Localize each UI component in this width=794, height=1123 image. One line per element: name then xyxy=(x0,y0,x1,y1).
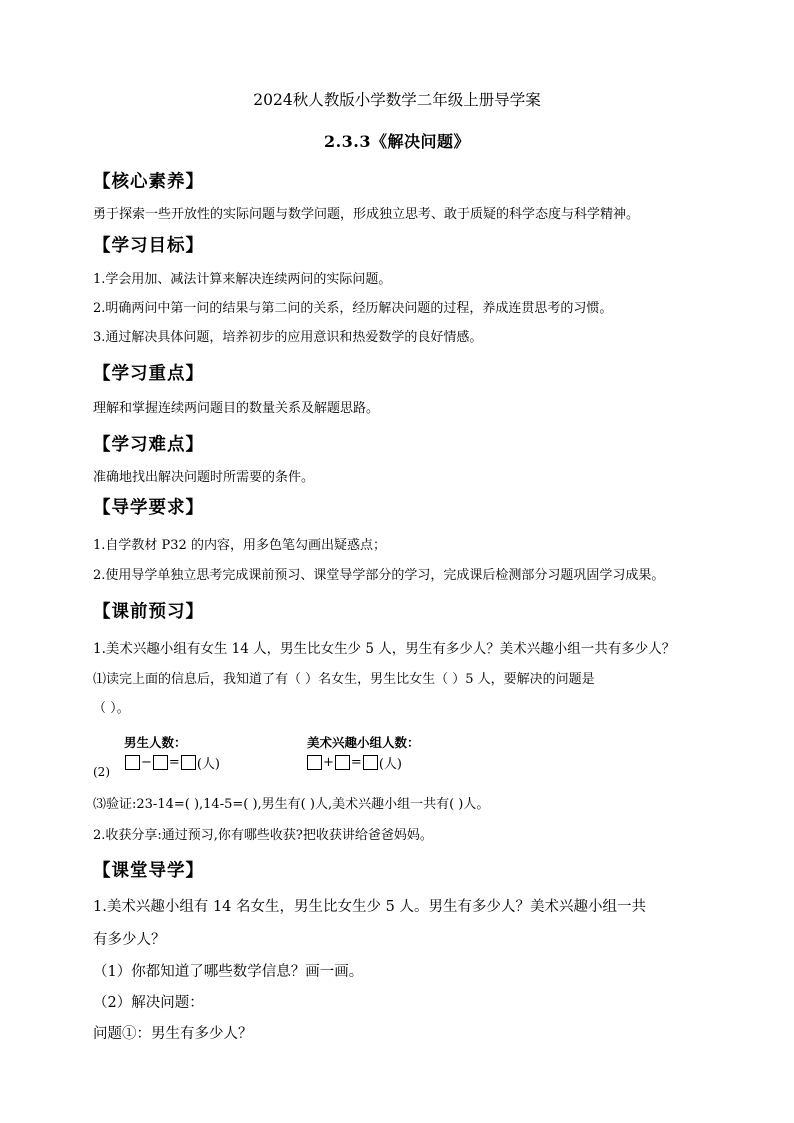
classroom-question-1-continued: 有多少人？ xyxy=(93,932,166,948)
boys-equation xyxy=(125,753,221,772)
requirement-item: 1.自学教材 P32 的内容，用多色笔勾画出疑惑点； xyxy=(93,538,386,553)
equals-sign: = xyxy=(168,755,180,770)
answer-box[interactable] xyxy=(307,755,322,770)
answer-box[interactable] xyxy=(153,755,168,770)
difficulty-heading: 【学习难点】 xyxy=(93,435,204,455)
core-literacy-text: 勇于探索一些开放性的实际问题与数学问题，形成独立思考、敢于质疑的科学态度与科学精神。 xyxy=(93,207,640,222)
preview-heading: 【课前预习】 xyxy=(93,602,204,622)
answer-box[interactable] xyxy=(363,755,378,770)
learning-goal-item: 3.通过解决具体问题，培养初步的应用意识和热爱数学的良好情感。 xyxy=(93,330,483,345)
core-literacy-heading: 【核心素养】 xyxy=(93,172,204,192)
answer-box[interactable] xyxy=(335,755,350,770)
preview-question-1: 1.美术兴趣小组有女生 14 人，男生比女生少 5 人，男生有多少人？美术兴趣小组一共有多少人？ xyxy=(93,641,676,657)
answer-box[interactable] xyxy=(181,755,196,770)
answer-box[interactable] xyxy=(125,755,140,770)
difficulty-text: 准确地找出解决问题时所需要的条件。 xyxy=(93,470,315,485)
preview-question-1-part-2-number: (2) xyxy=(93,765,110,779)
document-title: 2024秋人教版小学数学二年级上册导学案 xyxy=(253,91,541,109)
preview-question-1-part-1: ⑴读完上面的信息后，我知道了有（ ）名女生，男生比女生（ ）5 人，要解决的问题是 xyxy=(93,672,595,687)
boys-count-label: 男生人数： xyxy=(124,735,187,750)
unit-label: (人) xyxy=(378,757,402,772)
unit-label: (人) xyxy=(196,757,220,772)
minus-sign: − xyxy=(141,755,152,770)
learning-goal-item: 2.明确两问中第一问的结果与第二问的关系，经历解决问题的过程，养成连贯思考的习惯。 xyxy=(93,301,613,316)
classroom-problem-1: 问题①：男生有多少人？ xyxy=(93,1026,253,1042)
document-subtitle: 2.3.3《解决问题》 xyxy=(323,132,471,151)
plus-sign: + xyxy=(323,755,334,770)
key-points-heading: 【学习重点】 xyxy=(93,364,204,384)
learning-goal-item: 1.学会用加、减法计算来解决连续两问的实际问题。 xyxy=(93,272,392,287)
group-equation xyxy=(307,753,403,772)
classroom-step-2: （2）解决问题： xyxy=(93,995,204,1011)
preview-question-2: 2.收获分享:通过预习,你有哪些收获?把收获讲给爸爸妈妈。 xyxy=(93,828,433,843)
classroom-heading: 【课堂导学】 xyxy=(93,861,204,881)
equals-sign: = xyxy=(350,755,362,770)
requirement-item: 2.使用导学单独立思考完成课前预习、课堂导学部分的学习，完成课后检测部分习题巩固学习成果。 xyxy=(93,568,665,583)
preview-question-1-part-1-blank: （ ）。 xyxy=(93,701,130,716)
key-points-text: 理解和掌握连续两问题目的数量关系及解题思路。 xyxy=(93,401,380,416)
learning-goals-heading: 【学习目标】 xyxy=(93,236,204,256)
requirements-heading: 【导学要求】 xyxy=(93,498,204,518)
classroom-question-1: 1.美术兴趣小组有 14 名女生，男生比女生少 5 人。男生有多少人？美术兴趣小组一共 xyxy=(93,899,646,915)
preview-question-1-part-3: ⑶验证:23-14=( ),14-5=( ),男生有( )人,美术兴趣小组一共有( )人。 xyxy=(93,797,490,812)
classroom-step-1: （1）你都知道了哪些数学信息？画一画。 xyxy=(93,964,364,980)
group-count-label: 美术兴趣小组人数： xyxy=(307,735,420,750)
